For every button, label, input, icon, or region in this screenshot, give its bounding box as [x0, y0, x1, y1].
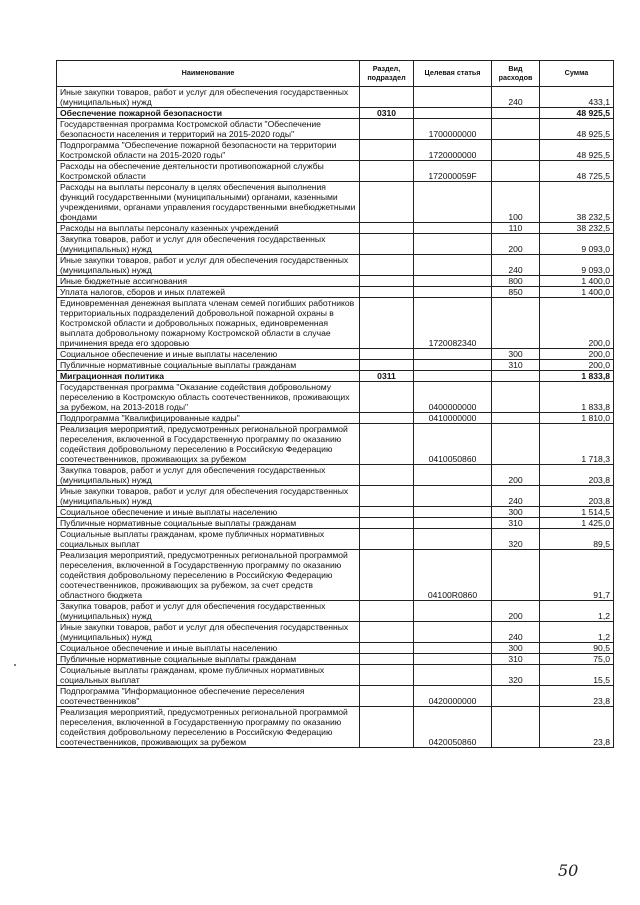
cell-target: 04100R0860	[414, 550, 492, 601]
cell-section	[360, 349, 414, 360]
cell-kind	[492, 298, 540, 349]
table-row	[57, 413, 614, 424]
cell-target	[414, 234, 492, 255]
cell-section	[360, 161, 414, 182]
cell-kind: 200	[492, 234, 540, 255]
table-row	[57, 360, 614, 371]
cell-kind: 320	[492, 529, 540, 550]
table-row	[57, 686, 614, 707]
cell-target	[414, 622, 492, 643]
cell-sum: 1 833,8	[540, 371, 614, 382]
cell-section	[360, 287, 414, 298]
cell-target: 0410050860	[414, 424, 492, 465]
cell-kind: 200	[492, 465, 540, 486]
table-row	[57, 382, 614, 413]
cell-section	[360, 298, 414, 349]
cell-section	[360, 424, 414, 465]
table-row	[57, 298, 614, 349]
cell-kind: 240	[492, 486, 540, 507]
table-body	[57, 87, 614, 748]
cell-name: Иные бюджетные ассигнования	[57, 276, 360, 287]
table-row	[57, 255, 614, 276]
header-target: Целевая статья	[414, 61, 492, 87]
cell-name: Подпрограмма "Квалифицированные кадры"	[57, 413, 360, 424]
cell-sum: 9 093,0	[540, 255, 614, 276]
cell-name: Социальные выплаты гражданам, кроме публичных нормативных социальных выплат	[57, 529, 360, 550]
cell-name: Закупка товаров, работ и услуг для обеспечения государственных (муниципальных) нужд	[57, 601, 360, 622]
cell-target: 0400000000	[414, 382, 492, 413]
cell-name: Расходы на выплаты персоналу казенных учреждений	[57, 223, 360, 234]
cell-kind: 110	[492, 223, 540, 234]
table-row	[57, 140, 614, 161]
cell-name: Государственная программа "Оказание содействия добровольному переселению в Костромскую область соотечественников, проживающих за рубежом, на 2013-2018 годы"	[57, 382, 360, 413]
cell-sum: 1 718,3	[540, 424, 614, 465]
cell-target: 0420050860	[414, 707, 492, 748]
cell-name: Подпрограмма "Информационное обеспечение переселения соотечественников"	[57, 686, 360, 707]
cell-sum: 9 093,0	[540, 234, 614, 255]
cell-kind	[492, 161, 540, 182]
cell-section	[360, 276, 414, 287]
cell-kind: 850	[492, 287, 540, 298]
cell-target	[414, 654, 492, 665]
cell-section	[360, 413, 414, 424]
cell-sum: 48 925,5	[540, 108, 614, 119]
page-number: 50	[558, 861, 579, 880]
cell-kind: 240	[492, 255, 540, 276]
cell-name: Социальные выплаты гражданам, кроме публичных нормативных социальных выплат	[57, 665, 360, 686]
cell-name: Социальное обеспечение и иные выплаты населению	[57, 507, 360, 518]
cell-name: Публичные нормативные социальные выплаты гражданам	[57, 654, 360, 665]
cell-section	[360, 234, 414, 255]
table-row	[57, 665, 614, 686]
cell-name: Иные закупки товаров, работ и услуг для обеспечения государственных (муниципальных) нужд	[57, 622, 360, 643]
table-row	[57, 601, 614, 622]
scan-speck	[14, 664, 16, 666]
cell-section	[360, 87, 414, 108]
cell-name: Расходы на обеспечение деятельности противопожарной службы Костромской области	[57, 161, 360, 182]
cell-target	[414, 182, 492, 223]
cell-section: 0311	[360, 371, 414, 382]
cell-kind	[492, 550, 540, 601]
header-name: Наименование	[57, 61, 360, 87]
cell-name: Иные закупки товаров, работ и услуг для обеспечения государственных (муниципальных) нужд	[57, 87, 360, 108]
cell-sum: 1,2	[540, 622, 614, 643]
cell-section	[360, 529, 414, 550]
cell-kind: 800	[492, 276, 540, 287]
cell-kind	[492, 140, 540, 161]
cell-name: Социальное обеспечение и иные выплаты населению	[57, 643, 360, 654]
table-row	[57, 276, 614, 287]
cell-section	[360, 643, 414, 654]
header-sum: Сумма	[540, 61, 614, 87]
table-row	[57, 87, 614, 108]
cell-sum: 48 925,5	[540, 140, 614, 161]
cell-section	[360, 707, 414, 748]
header-kind: Вид расходов	[492, 61, 540, 87]
cell-target	[414, 601, 492, 622]
cell-target	[414, 108, 492, 119]
table-row	[57, 161, 614, 182]
cell-sum: 48 925,5	[540, 119, 614, 140]
cell-target	[414, 287, 492, 298]
cell-sum: 203,8	[540, 465, 614, 486]
cell-target: 1700000000	[414, 119, 492, 140]
cell-sum: 48 725,5	[540, 161, 614, 182]
cell-kind	[492, 686, 540, 707]
cell-sum: 200,0	[540, 298, 614, 349]
cell-sum: 200,0	[540, 349, 614, 360]
table-row	[57, 550, 614, 601]
cell-target	[414, 507, 492, 518]
cell-name: Закупка товаров, работ и услуг для обеспечения государственных (муниципальных) нужд	[57, 234, 360, 255]
cell-sum: 23,8	[540, 686, 614, 707]
cell-sum: 200,0	[540, 360, 614, 371]
cell-kind: 310	[492, 654, 540, 665]
cell-section	[360, 486, 414, 507]
cell-name: Иные закупки товаров, работ и услуг для обеспечения государственных (муниципальных) нужд	[57, 486, 360, 507]
table-row	[57, 223, 614, 234]
cell-kind: 240	[492, 87, 540, 108]
cell-section	[360, 686, 414, 707]
cell-section	[360, 119, 414, 140]
cell-kind	[492, 108, 540, 119]
table-row	[57, 234, 614, 255]
cell-kind	[492, 424, 540, 465]
cell-name: Расходы на выплаты персоналу в целях обеспечения выполнения функций государственными (муниципальными) органами, казенными учреждениями, органами управления государственными внебюджетными фондами	[57, 182, 360, 223]
cell-section	[360, 140, 414, 161]
cell-target: 0420000000	[414, 686, 492, 707]
cell-target	[414, 643, 492, 654]
cell-section	[360, 550, 414, 601]
cell-kind	[492, 382, 540, 413]
cell-name: Публичные нормативные социальные выплаты гражданам	[57, 360, 360, 371]
cell-name: Реализация мероприятий, предусмотренных региональной программой переселения, включенной в Государственную программу по оказанию содействия добровольному переселению в Российскую Федерацию соотечественников, проживающих за рубежом	[57, 424, 360, 465]
cell-name: Обеспечение пожарной безопасности	[57, 108, 360, 119]
cell-target	[414, 223, 492, 234]
cell-kind: 300	[492, 507, 540, 518]
cell-section: 0310	[360, 108, 414, 119]
cell-name: Уплата налогов, сборов и иных платежей	[57, 287, 360, 298]
cell-target: 1720000000	[414, 140, 492, 161]
cell-name: Социальное обеспечение и иные выплаты населению	[57, 349, 360, 360]
cell-kind: 200	[492, 601, 540, 622]
table-row	[57, 486, 614, 507]
cell-section	[360, 360, 414, 371]
cell-section	[360, 223, 414, 234]
cell-kind: 300	[492, 643, 540, 654]
table-row	[57, 119, 614, 140]
cell-kind: 100	[492, 182, 540, 223]
cell-section	[360, 255, 414, 276]
cell-sum: 433,1	[540, 87, 614, 108]
cell-target: 172000059F	[414, 161, 492, 182]
cell-kind: 310	[492, 360, 540, 371]
cell-name: Реализация мероприятий, предусмотренных региональной программой переселения, включенной в Государственную программу по оказанию содействия добровольному переселению в Российскую Федерацию соотечественников, проживающих за рубежом	[57, 707, 360, 748]
cell-sum: 1 400,0	[540, 287, 614, 298]
cell-section	[360, 601, 414, 622]
table-row	[57, 287, 614, 298]
cell-sum: 23,8	[540, 707, 614, 748]
table-row	[57, 182, 614, 223]
budget-table-sheet	[56, 60, 613, 748]
cell-section	[360, 182, 414, 223]
cell-name: Публичные нормативные социальные выплаты гражданам	[57, 518, 360, 529]
cell-sum: 89,5	[540, 529, 614, 550]
cell-target	[414, 665, 492, 686]
cell-sum: 1 400,0	[540, 276, 614, 287]
cell-name: Реализация мероприятий, предусмотренных региональной программой переселения, включенной в Государственную программу по оказанию содействия добровольному переселению в Российскую Федерацию соотечественников, проживающих за рубежом, за счет средств областного бюджета	[57, 550, 360, 601]
table-row	[57, 349, 614, 360]
cell-name: Единовременная денежная выплата членам семей погибших работников территориальных подразделений добровольной пожарной охраны в Костромской области и добровольных пожарных, единовременная выплата добровольному пожарному Костромской области в случае причинения вреда его здоровью	[57, 298, 360, 349]
cell-sum: 1,2	[540, 601, 614, 622]
cell-target	[414, 486, 492, 507]
cell-kind	[492, 413, 540, 424]
cell-target	[414, 518, 492, 529]
cell-section	[360, 518, 414, 529]
cell-section	[360, 665, 414, 686]
cell-sum: 90,5	[540, 643, 614, 654]
header-section: Раздел, подраздел	[360, 61, 414, 87]
table-row	[57, 622, 614, 643]
cell-target	[414, 255, 492, 276]
cell-section	[360, 382, 414, 413]
table-row	[57, 643, 614, 654]
cell-name: Иные закупки товаров, работ и услуг для обеспечения государственных (муниципальных) нужд	[57, 255, 360, 276]
cell-target	[414, 360, 492, 371]
budget-table	[56, 60, 614, 748]
cell-target: 0410000000	[414, 413, 492, 424]
cell-kind: 240	[492, 622, 540, 643]
table-row	[57, 108, 614, 119]
cell-target	[414, 349, 492, 360]
cell-target	[414, 465, 492, 486]
table-row	[57, 465, 614, 486]
cell-sum: 91,7	[540, 550, 614, 601]
cell-sum: 38 232,5	[540, 223, 614, 234]
cell-target: 1720082340	[414, 298, 492, 349]
cell-sum: 1 833,8	[540, 382, 614, 413]
cell-target	[414, 529, 492, 550]
cell-sum: 1 810,0	[540, 413, 614, 424]
cell-target	[414, 276, 492, 287]
table-row	[57, 529, 614, 550]
cell-sum: 1 425,0	[540, 518, 614, 529]
table-header-row	[57, 61, 614, 87]
cell-section	[360, 465, 414, 486]
cell-kind	[492, 707, 540, 748]
cell-section	[360, 507, 414, 518]
cell-name: Подпрограмма "Обеспечение пожарной безопасности на территории Костромской области на 2015-2020 годы"	[57, 140, 360, 161]
cell-name: Миграционная политика	[57, 371, 360, 382]
cell-target	[414, 371, 492, 382]
cell-sum: 15,5	[540, 665, 614, 686]
cell-kind: 320	[492, 665, 540, 686]
table-row	[57, 424, 614, 465]
cell-sum: 38 232,5	[540, 182, 614, 223]
cell-sum: 1 514,5	[540, 507, 614, 518]
cell-kind: 300	[492, 349, 540, 360]
table-row	[57, 518, 614, 529]
cell-name: Государственная программа Костромской области "Обеспечение безопасности населения и территорий на 2015-2020 годы"	[57, 119, 360, 140]
cell-section	[360, 622, 414, 643]
table-row	[57, 371, 614, 382]
cell-sum: 75,0	[540, 654, 614, 665]
cell-sum: 203,8	[540, 486, 614, 507]
table-row	[57, 654, 614, 665]
cell-kind	[492, 371, 540, 382]
table-row	[57, 707, 614, 748]
cell-kind	[492, 119, 540, 140]
cell-name: Закупка товаров, работ и услуг для обеспечения государственных (муниципальных) нужд	[57, 465, 360, 486]
cell-section	[360, 654, 414, 665]
table-row	[57, 507, 614, 518]
cell-kind: 310	[492, 518, 540, 529]
cell-target	[414, 87, 492, 108]
